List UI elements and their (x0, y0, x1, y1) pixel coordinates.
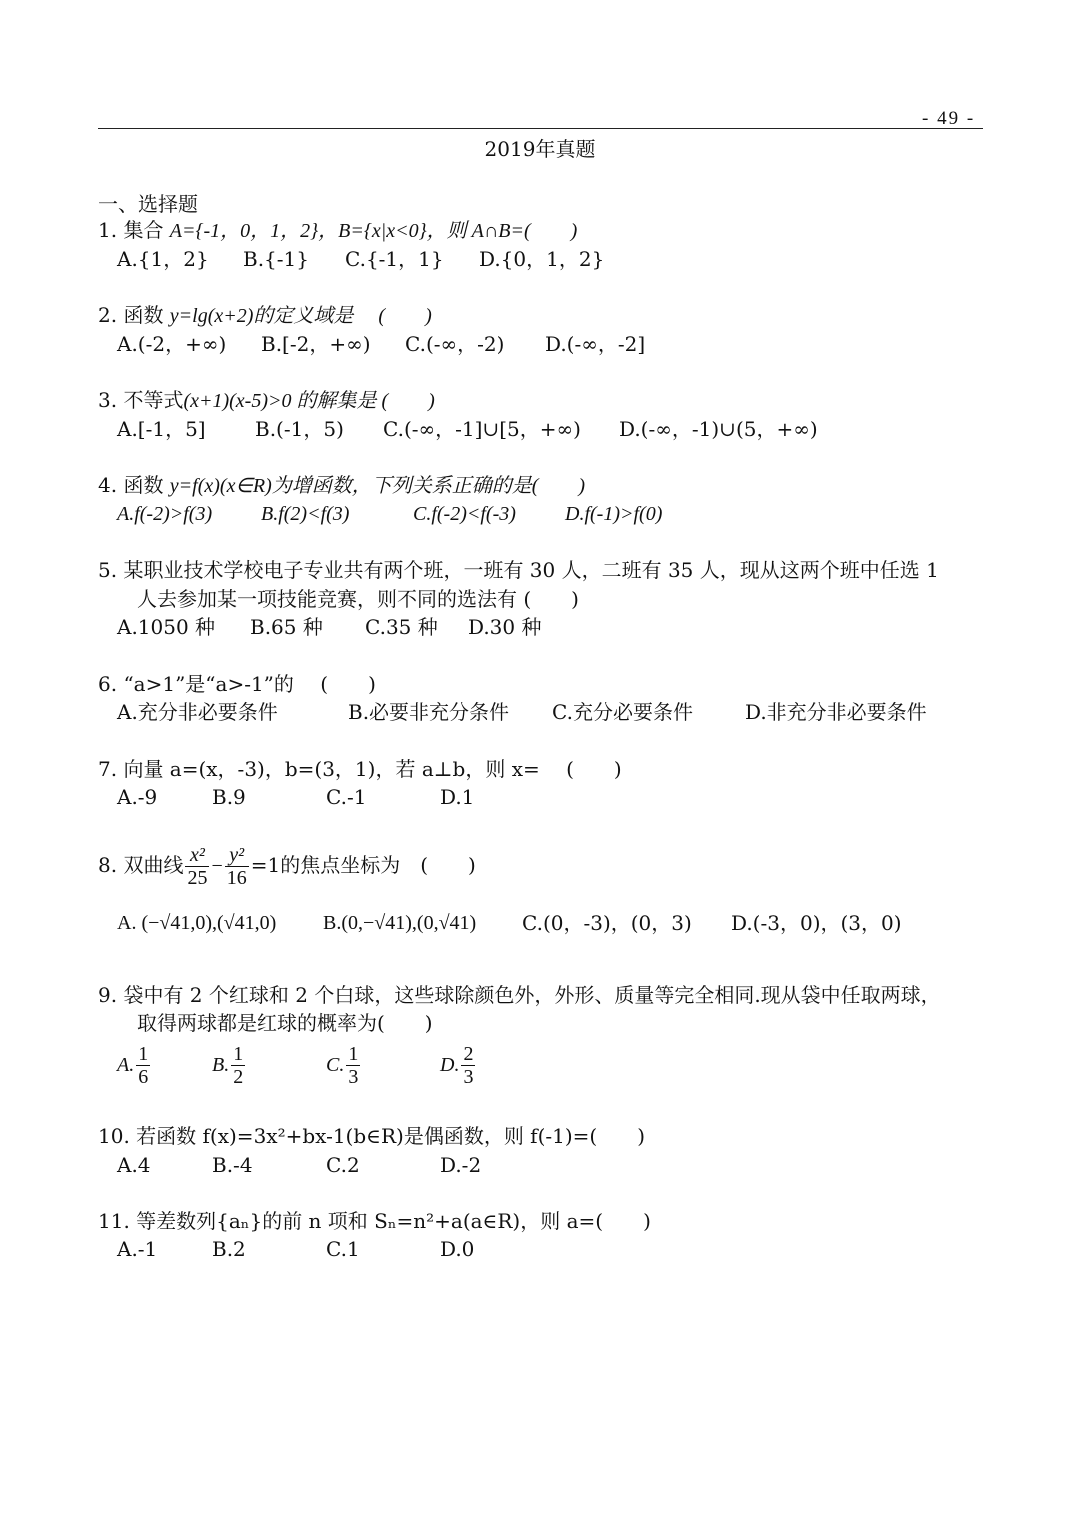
question-4-stem: y=f(x)(x∈R)为增函数，下列关系正确的是( ) (169, 475, 586, 497)
question-6: 6. “a>1”是“a>-1”的 ( ) (98, 672, 376, 696)
option-a: A.(-2，+∞) (117, 332, 227, 356)
question-9-line-2: 取得两球都是红球的概率为( ) (137, 1011, 433, 1035)
question-3 (98, 387, 435, 414)
option-b: B.2 (212, 1237, 246, 1261)
question-9-line-1: 9. 袋中有 2 个红球和 2 个白球，这些球除颜色外，外形、质量等完全相同.现从袋中任取两球， (98, 983, 941, 1007)
option-b: B.f(2)<f(3) (261, 503, 350, 525)
option-c: C.-1 (326, 785, 367, 809)
option-letter: C. (326, 1054, 345, 1076)
option-c: C.充分必要条件 (552, 700, 693, 724)
fraction-x2-25 (185, 844, 209, 889)
question-5-line-2: 人去参加某一项技能竞赛，则不同的选法有 ( ) (137, 587, 579, 611)
option-c (326, 1040, 362, 1089)
page-number: - 49 - (922, 108, 976, 129)
option-d: D.f(-1)>f(0) (565, 503, 663, 525)
fraction-numerator: 1 (233, 1043, 244, 1065)
option-letter: D. (440, 1054, 460, 1076)
option-b: B.(0,−√41),(0,√41) (323, 912, 477, 934)
option-a: A.-9 (117, 785, 158, 809)
option-d: D.非充分非必要条件 (745, 700, 927, 724)
option-fraction (231, 1043, 245, 1088)
option-c: C.35 种 (365, 615, 438, 639)
question-2-prefix: 2. 函数 (98, 303, 170, 327)
fraction-y2-16 (225, 844, 249, 889)
option-fraction (346, 1043, 360, 1088)
fraction-numerator: y² (225, 844, 249, 867)
question-1-prefix: 1. 集合 (98, 218, 170, 242)
option-b: B.65 种 (250, 615, 323, 639)
fraction-numerator: 1 (348, 1043, 359, 1065)
option-d: D.(-3，0)，(3，0) (731, 911, 902, 935)
option-c: C.2 (326, 1153, 360, 1177)
option-a: A.{1，2} (117, 247, 209, 271)
fraction-denominator: 6 (138, 1066, 149, 1088)
question-5-line-1: 5. 某职业技术学校电子专业共有两个班，一班有 30 人，二班有 35 人，现从这两个班中任选 1 (98, 558, 939, 582)
fraction-numerator: 1 (138, 1043, 149, 1065)
option-d: D.(-∞，-2] (545, 332, 646, 356)
option-a: A.1050 种 (117, 615, 216, 639)
fraction-numerator: x² (185, 844, 209, 867)
option-letter: A. (117, 1054, 135, 1076)
fraction-denominator: 3 (348, 1066, 359, 1088)
question-1-stem: A={-1，0，1，2}，B={x|x<0}，则 A∩B=( ) (169, 220, 578, 242)
option-c: C.1 (326, 1237, 360, 1261)
option-b: B.[-2，+∞) (261, 332, 371, 356)
fraction-numerator: 2 (463, 1043, 474, 1065)
fraction-denominator: 16 (226, 867, 247, 889)
minus-sign: − (211, 855, 223, 877)
option-c: C.f(-2)<f(-3) (413, 503, 516, 525)
option-b: B.(-1，5) (255, 417, 344, 441)
page-title: 2019年真题 (484, 137, 596, 161)
option-a (117, 1040, 152, 1089)
question-4 (98, 472, 585, 499)
fraction-denominator: 3 (463, 1066, 474, 1088)
question-7: 7. 向量 a=(x，-3)，b=(3，1)，若 a⊥b，则 x= ( ) (98, 757, 622, 781)
option-a: A.充分非必要条件 (117, 700, 278, 724)
option-d: D.(-∞，-1)∪(5，+∞) (619, 417, 818, 441)
option-d: D.0 (440, 1237, 475, 1261)
question-11: 11. 等差数列{aₙ}的前 n 项和 Sₙ=n²+a(a∈R)，则 a=( ) (98, 1209, 651, 1233)
option-d: D.{0，1，2} (479, 247, 605, 271)
option-b: B.必要非充分条件 (348, 700, 510, 724)
question-4-prefix: 4. 函数 (98, 473, 170, 497)
question-8 (98, 840, 476, 891)
option-d: D.30 种 (468, 615, 542, 639)
option-a: A.[-1，5] (117, 417, 206, 441)
option-b: B.9 (212, 785, 246, 809)
section-heading: 一、选择题 (98, 192, 198, 216)
question-10: 10. 若函数 f(x)=3x²+bx-1(b∈R)是偶函数，则 f(-1)=( ) (98, 1124, 646, 1148)
option-fraction (461, 1043, 475, 1088)
option-a: A.-1 (117, 1237, 158, 1261)
option-c: C.(-∞，-2) (405, 332, 505, 356)
option-d: D.1 (440, 785, 475, 809)
question-3-prefix: 3. 不等式 (98, 388, 184, 412)
option-a: A.f(-2)>f(3) (117, 503, 213, 525)
fraction-denominator: 25 (187, 867, 208, 889)
question-8-prefix: 8. 双曲线 (98, 853, 184, 877)
option-c: C.{-1，1} (345, 247, 444, 271)
option-a: A. (−√41,0),(√41,0) (117, 912, 277, 934)
option-a: A.4 (117, 1153, 151, 1177)
option-d (440, 1040, 477, 1089)
question-2 (98, 302, 432, 329)
option-d: D.-2 (440, 1153, 482, 1177)
question-2-stem: y=lg(x+2)的定义域是 ( ) (169, 305, 432, 327)
header-rule (98, 128, 983, 129)
option-letter: B. (212, 1054, 230, 1076)
option-c: C.(0，-3)，(0，3) (522, 911, 692, 935)
question-1 (98, 217, 577, 244)
question-3-stem: (x+1)(x-5)>0 的解集是 ( ) (183, 390, 435, 412)
option-b (212, 1040, 247, 1089)
option-b: B.-4 (212, 1153, 253, 1177)
question-8-suffix: =1的焦点坐标为 ( ) (250, 853, 476, 877)
option-fraction (136, 1043, 150, 1088)
fraction-denominator: 2 (233, 1066, 244, 1088)
option-b: B.{-1} (243, 247, 309, 271)
option-c: C.(-∞，-1]∪[5，+∞) (383, 417, 581, 441)
